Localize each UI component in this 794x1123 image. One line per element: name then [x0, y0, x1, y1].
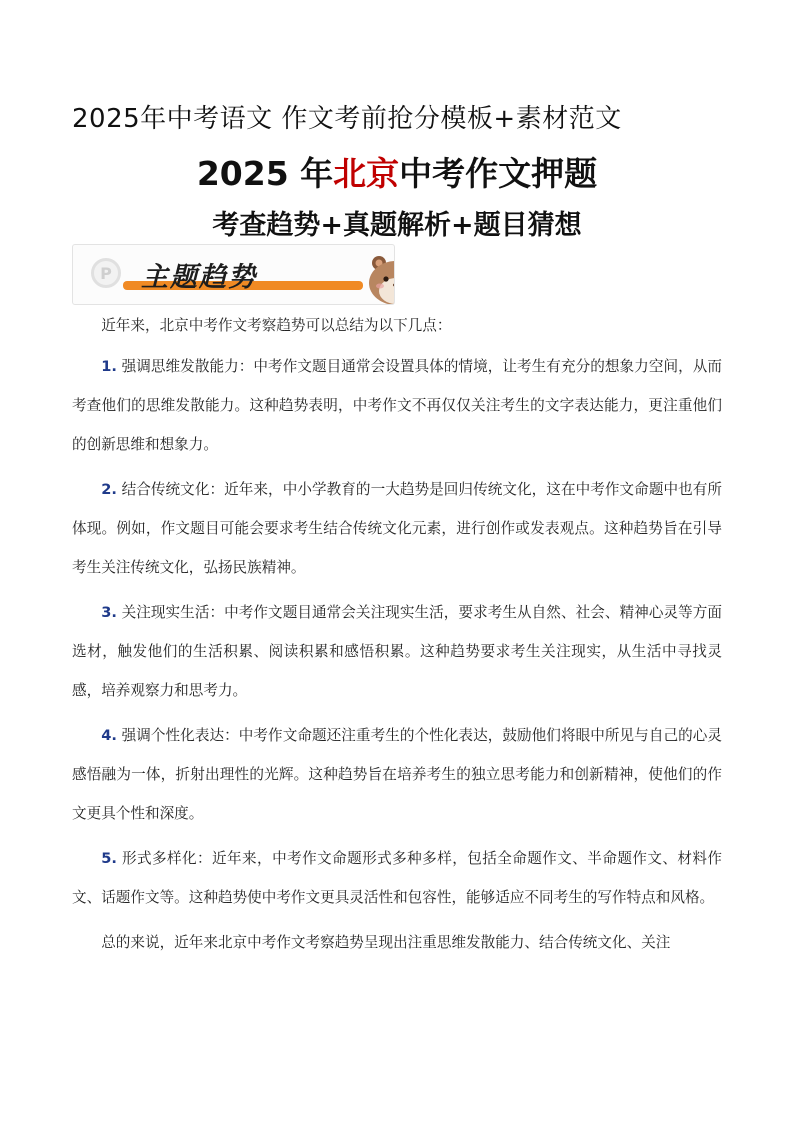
banner-title: 主题趋势 — [141, 262, 257, 293]
document-top-title: 2025年中考语文 作文考前抢分模板+素材范文 — [72, 104, 622, 134]
trend-point-5 — [72, 839, 722, 917]
point-number: 1. — [101, 358, 117, 375]
article-body — [72, 306, 722, 968]
trend-point-4 — [72, 716, 722, 833]
point-text: 强调个性化表达：中考作文命题还注重考生的个性化表达，鼓励他们将眼中所见与自己的心灵感悟融为一体，折射出理性的光辉。这种趋势旨在培养考生的独立思考能力和创新精神，使他们的作文更具个性和深度。 — [72, 727, 722, 822]
trend-point-2 — [72, 470, 722, 587]
main-title — [0, 148, 794, 195]
point-number: 4. — [101, 727, 117, 744]
point-number: 3. — [101, 604, 117, 621]
section-banner — [72, 244, 395, 305]
main-title-highlight: 北京 — [333, 154, 400, 193]
point-text: 关注现实生活：中考作文题目通常会关注现实生活，要求考生从自然、社会、精神心灵等方面选材，触发他们的生活积累、阅读积累和感悟积累。这种趋势要求考生关注现实，从生活中寻找灵感，培养观察力和思考力。 — [72, 604, 722, 699]
point-number: 5. — [101, 850, 117, 867]
intro-paragraph: 近年来，北京中考作文考察趋势可以总结为以下几点： — [101, 317, 452, 334]
summary-paragraph: 总的来说，近年来北京中考作文考察趋势呈现出注重思维发散能力、结合传统文化、关注 — [101, 934, 671, 951]
point-text: 强调思维发散能力：中考作文题目通常会设置具体的情境，让考生有充分的想象力空间，从而考查他们的思维发散能力。这种趋势表明，中考作文不再仅仅关注考生的文字表达能力，更注重他们的创新思维和想象力。 — [72, 358, 722, 453]
hamster-mascot-icon — [365, 251, 395, 305]
main-title-prefix: 2025 年 — [196, 154, 334, 193]
point-number: 2. — [101, 481, 117, 498]
p-logo-icon: P — [91, 258, 121, 288]
sub-title: 考查趋势+真题解析+题目猜想 — [212, 210, 582, 241]
trend-point-1 — [72, 347, 722, 464]
point-text: 结合传统文化：近年来，中小学教育的一大趋势是回归传统文化，这在中考作文命题中也有所体现。例如，作文题目可能会要求考生结合传统文化元素，进行创作或发表观点。这种趋势旨在引导考生关注传统文化，弘扬民族精神。 — [72, 481, 722, 576]
main-title-suffix: 中考作文押题 — [399, 154, 598, 193]
point-text: 形式多样化：近年来，中考作文命题形式多种多样，包括全命题作文、半命题作文、材料作文、话题作文等。这种趋势使中考作文更具灵活性和包容性，能够适应不同考生的写作特点和风格。 — [72, 850, 722, 906]
trend-point-3 — [72, 593, 722, 710]
